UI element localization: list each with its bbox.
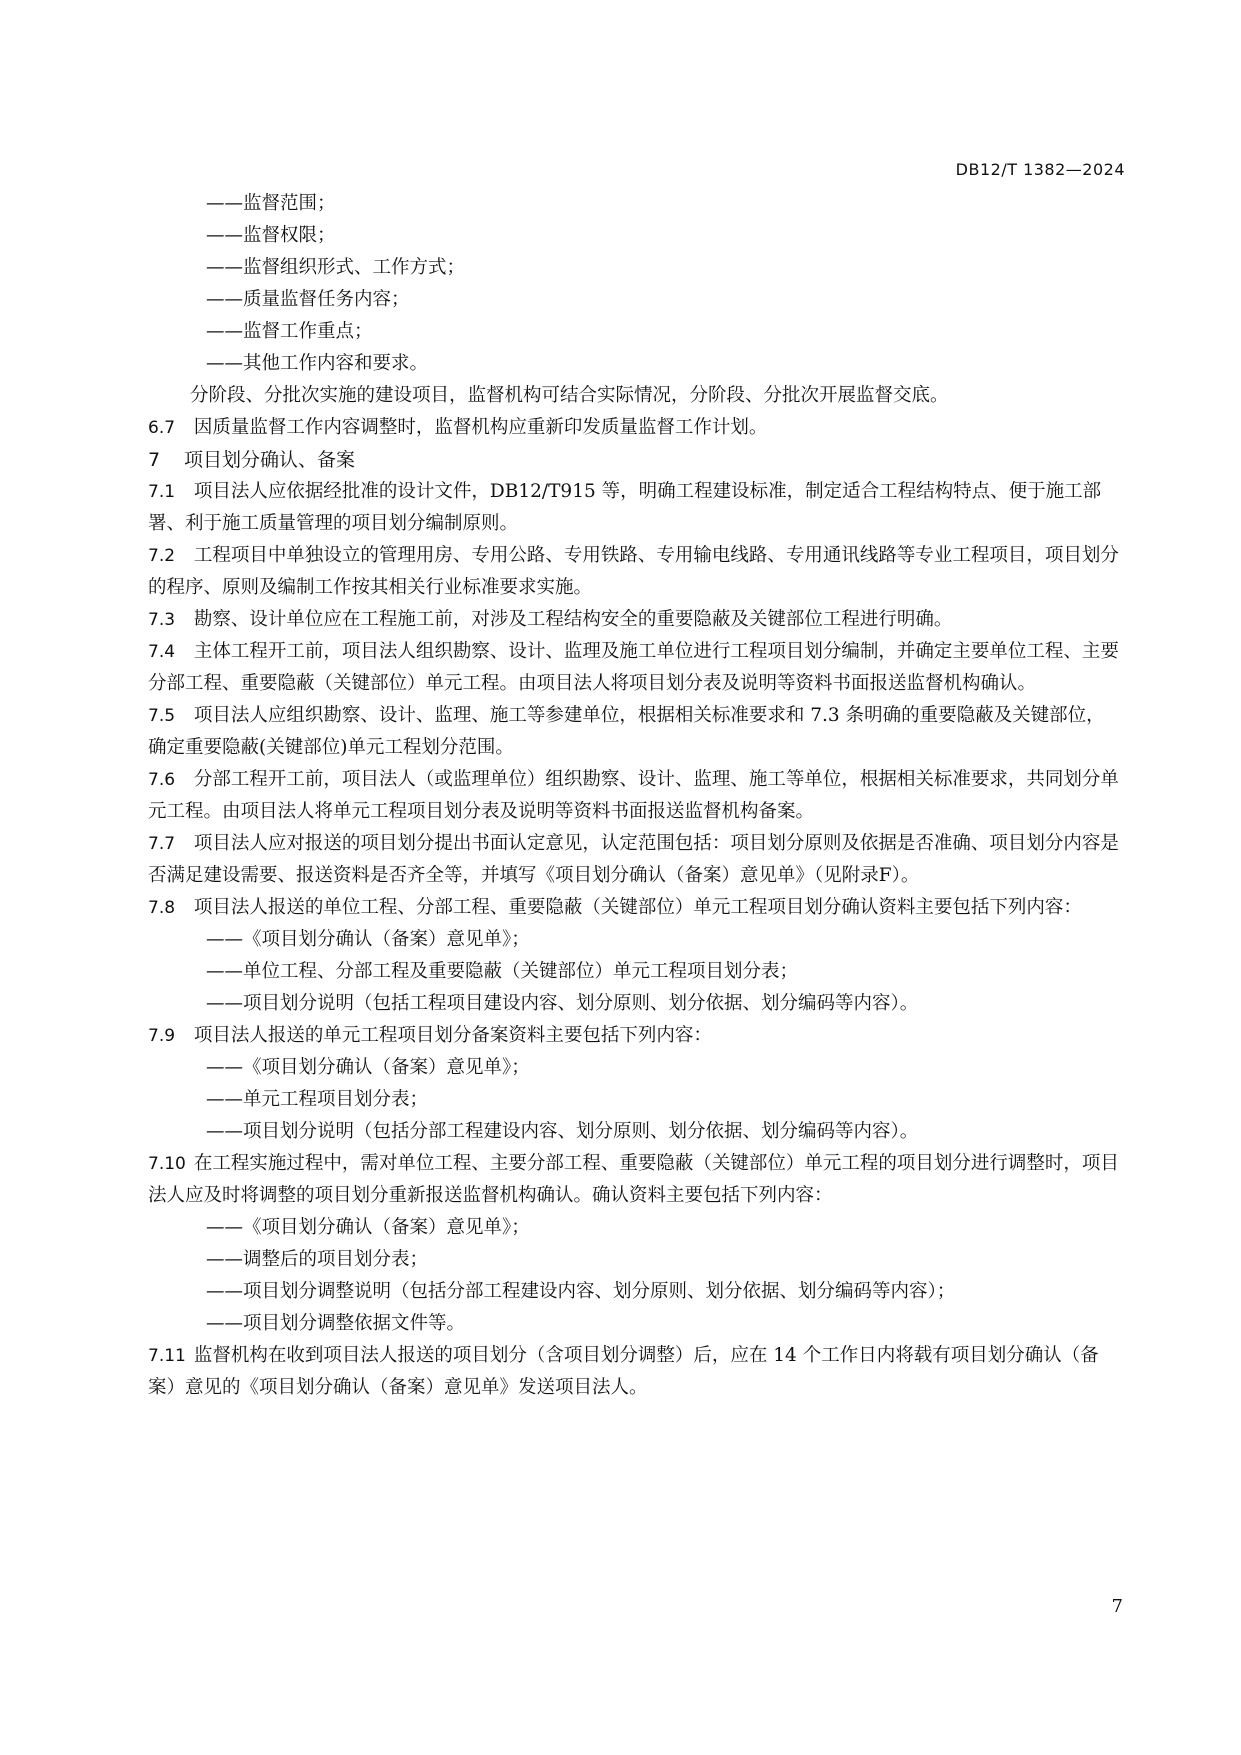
list-item: ——单位工程、分部工程及重要隐蔽（关键部位）单元工程项目划分表； (206, 961, 799, 982)
section-title: 项目划分确认、备案 (184, 449, 356, 471)
list-item: ——项目划分说明（包括工程项目建设内容、划分原则、划分依据、划分编码等内容）。 (206, 993, 919, 1014)
clause-6-7 (148, 412, 1123, 444)
list-item: ——《项目划分确认（备案）意见单》； (206, 1057, 530, 1078)
clause-text: 项目法人应对报送的项目划分提出书面认定意见，认定范围包括：项目划分原则及依据是否准确、项目划分内容是否满足建设需要、报送资料是否齐全等，并填写《项目划分确认（备案）意见单》（见附录F）。 (148, 833, 1119, 886)
page-number: 7 (1111, 1596, 1123, 1617)
clause-text: 项目法人应组织勘察、设计、监理、施工等参建单位，根据相关标准要求和 7.3 条明确的重要隐蔽及关键部位，确定重要隐蔽(关键部位)单元工程划分范围。 (148, 705, 1105, 758)
clause-text: 项目法人报送的单位工程、分部工程、重要隐蔽（关键部位）单元工程项目划分确认资料主要包括下列内容： (193, 897, 1082, 918)
clause-number: 7.2 (148, 546, 176, 566)
clause-7-4 (148, 636, 1123, 700)
section-heading (148, 444, 1123, 476)
list-item: ——监督组织形式、工作方式； (206, 257, 466, 278)
clause-text: 项目法人报送的单元工程项目划分备案资料主要包括下列内容： (193, 1025, 712, 1046)
clause-number: 7.11 (148, 1346, 186, 1366)
list-item: ——监督权限； (206, 225, 336, 246)
list-item: ——其他工作内容和要求。 (206, 353, 429, 374)
section-number: 7 (148, 449, 161, 471)
clause-7-9 (148, 1020, 1123, 1052)
clause-7-2 (148, 540, 1123, 604)
clause-7-3 (148, 604, 1123, 636)
clause-number: 7.10 (148, 1154, 186, 1174)
list-item: ——调整后的项目划分表； (206, 1249, 429, 1270)
clause-7-7 (148, 828, 1123, 892)
clause-number: 7.7 (148, 834, 176, 854)
list-item: ——项目划分调整说明（包括分部工程建设内容、划分原则、划分依据、划分编码等内容）； (206, 1281, 956, 1302)
clause-text: 项目法人应依据经批准的设计文件，DB12/T915 等，明确工程建设标准，制定适合工程结构特点、便于施工部署、利于施工质量管理的项目划分编制原则。 (148, 481, 1102, 534)
list-item: ——项目划分调整依据文件等。 (206, 1313, 466, 1334)
list-item: ——监督工作重点； (206, 321, 373, 342)
clause-number: 7.6 (148, 770, 176, 790)
clause-text: 因质量监督工作内容调整时，监督机构应重新印发质量监督工作计划。 (193, 417, 768, 438)
clause-7-5 (148, 700, 1123, 764)
clause-7-6 (148, 764, 1123, 828)
list-item: ——监督范围； (206, 193, 336, 214)
clause-number: 6.7 (148, 418, 176, 438)
clause-number: 7.9 (148, 1026, 176, 1046)
list-item: ——《项目划分确认（备案）意见单》； (206, 929, 530, 950)
document-number: DB12/T 1382—2024 (955, 160, 1125, 179)
clause-number: 7.3 (148, 610, 176, 630)
clause-7-1 (148, 476, 1123, 540)
clause-number: 7.4 (148, 642, 176, 662)
page-content (148, 188, 1123, 1404)
list-item: ——质量监督任务内容； (206, 289, 410, 310)
clause-number: 7.5 (148, 706, 176, 726)
clause-7-11 (148, 1340, 1123, 1404)
clause-number: 7.8 (148, 898, 176, 918)
clause-number: 7.1 (148, 482, 176, 502)
clause-7-8 (148, 892, 1123, 924)
clause-text: 在工程实施过程中，需对单位工程、主要分部工程、重要隐蔽（关键部位）单元工程的项目划分进行调整时，项目法人应及时将调整的项目划分重新报送监督机构确认。确认资料主要包括下列内容： (148, 1153, 1119, 1206)
list-item: ——《项目划分确认（备案）意见单》； (206, 1217, 530, 1238)
clause-7-10 (148, 1148, 1123, 1212)
clause-text: 勘察、设计单位应在工程施工前，对涉及工程结构安全的重要隐蔽及关键部位工程进行明确。 (193, 609, 953, 630)
list-item: ——单元工程项目划分表； (206, 1089, 429, 1110)
clause-text: 分部工程开工前，项目法人（或监理单位）组织勘察、设计、监理、施工等单位，根据相关标准要求，共同划分单元工程。由项目法人将单元工程项目划分表及说明等资料书面报送监督机构备案。 (148, 769, 1119, 822)
list-item: ——项目划分说明（包括分部工程建设内容、划分原则、划分依据、划分编码等内容）。 (206, 1121, 919, 1142)
clause-text: 监督机构在收到项目法人报送的项目划分（含项目划分调整）后，应在 14 个工作日内将载有项目划分确认（备案）意见的《项目划分确认（备案）意见单》发送项目法人。 (148, 1345, 1099, 1398)
paragraph: 分阶段、分批次实施的建设项目，监督机构可结合实际情况，分阶段、分批次开展监督交底。 (190, 385, 949, 406)
clause-text: 工程项目中单独设立的管理用房、专用公路、专用铁路、专用输电线路、专用通讯线路等专业工程项目，项目划分的程序、原则及编制工作按其相关行业标准要求实施。 (148, 545, 1119, 598)
clause-text: 主体工程开工前，项目法人组织勘察、设计、监理及施工单位进行工程项目划分编制，并确定主要单位工程、主要分部工程、重要隐蔽（关键部位）单元工程。由项目法人将项目划分表及说明等资料书面报送监督机构确认。 (148, 641, 1119, 694)
